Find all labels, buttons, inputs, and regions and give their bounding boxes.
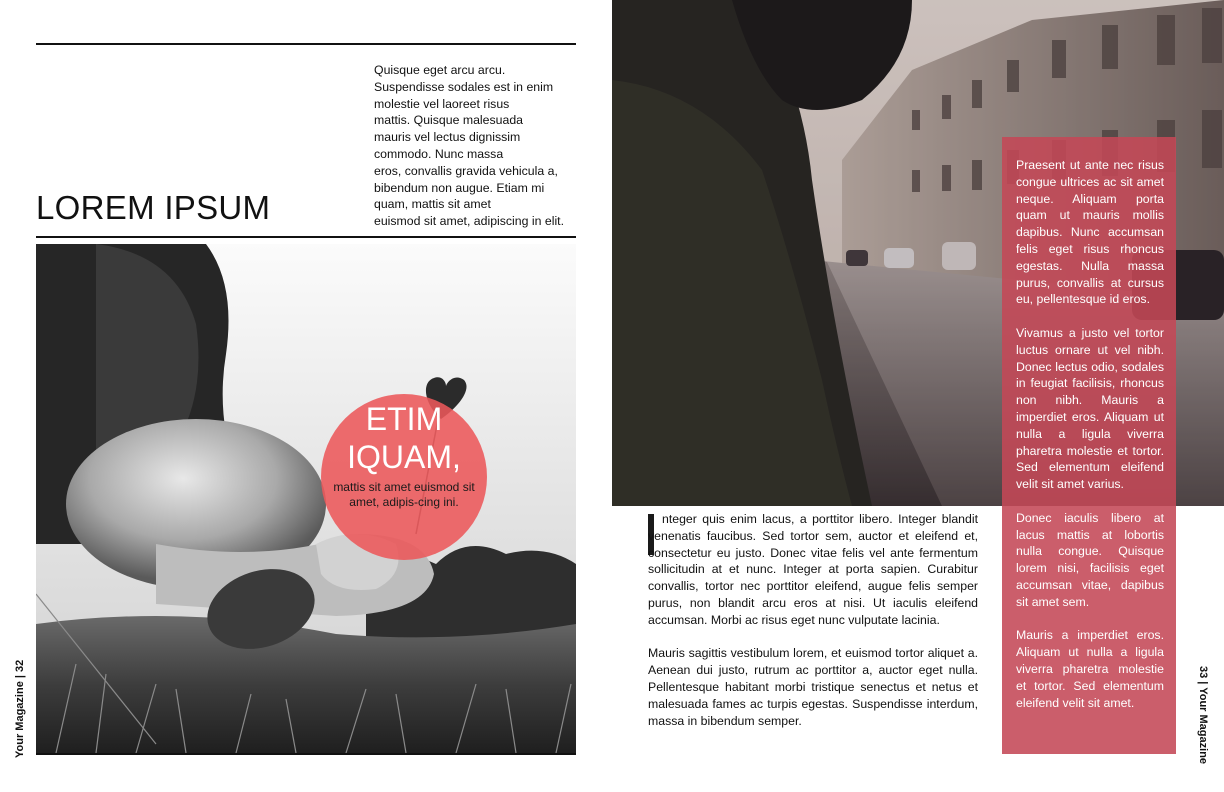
intro-line: commodo. Nunc massa	[374, 146, 504, 161]
body-text	[648, 511, 978, 729]
folio-right: 33 | Your Magazine	[1197, 666, 1209, 765]
intro-line: mattis. Quisque malesuada	[374, 113, 524, 128]
sidebar-text	[1016, 157, 1164, 728]
pullquote-heading-line2: IQUAM,	[347, 439, 461, 475]
headline: LOREM IPSUM	[36, 189, 271, 226]
sidebar-paragraph: Vivamus a justo vel tortor luctus ornare ut vel nibh. Donec lectus odio, sodales in feugiat facilisis, rhoncus non nibh. Mauris a imperdiet eros. Aliquam ut nulla a ligula viverra pharetra molestie et tortor. Sed elementum eleifend velit sit amet varius.	[1016, 325, 1164, 492]
body-paragraph: nteger quis enim lacus, a porttitor libero. Integer blandit venenatis faucibus. Sed tortor sem, auctor et eleifend et, consectetur eu justo. Donec vitae felis vel ante fermentum sollicitudin at et nunc. Integer at porta sapien. Curabitur convallis, tortor nec porttitor eleifend, augue felis semper purus, non blandit arcu eros at nisi. Ut iaculis eleifend accumsan. Morbi ac risus eget nunc vulputate lacinia.	[648, 512, 978, 627]
headline-rule	[36, 236, 576, 238]
intro-line: eros, convallis gravida vehicula a,	[374, 163, 558, 178]
intro-line: Quisque eget arcu arcu.	[374, 63, 506, 77]
folio-left: Your Magazine | 32	[14, 659, 26, 758]
intro-line: quam, mattis sit amet	[374, 197, 491, 212]
pullquote-heading-line1: ETIM	[365, 401, 443, 437]
pullquote-circle	[321, 394, 487, 560]
top-rule	[36, 43, 576, 45]
intro-line: molestie vel laoreet risus	[374, 96, 510, 111]
pullquote-heading	[321, 400, 487, 476]
intro-line: Suspendisse sodales est in enim	[374, 79, 554, 94]
bottom-rule	[36, 753, 576, 755]
intro-line: mauris vel lectus dignissim	[374, 130, 521, 145]
sidebar-panel	[1002, 137, 1176, 754]
sidebar-paragraph: Praesent ut ante nec risus congue ultrices ac sit amet neque. Aliquam porta quam ut mauris mollis dapibus. Nunc accumsan felis eget risus rhoncus egestas. Nulla massa purus, convallis at cursus eu, pellentesque id eros.	[1016, 158, 1164, 307]
intro-line: euismod sit amet, adipiscing in elit.	[374, 214, 565, 229]
photo-left-illustration	[36, 244, 576, 753]
sidebar-paragraph: Donec iaculis libero at lacus mattis at lobortis nulla congue. Quisque lorem nisi, facilisis eget accumsan vitae, dapibus sit amet sem.	[1016, 510, 1164, 609]
photo-girl-on-grass	[36, 244, 576, 753]
pullquote-text: mattis sit amet euismod sit amet, adipis-cing ini.	[333, 480, 475, 509]
body-paragraph: Mauris sagittis vestibulum lorem, et euismod tortor aliquet a. Aenean dui justo, rutrum ac porttitor a, auctor eget nulla. Pellentesque habitant morbi tristique senectus et netus et malesuada fames ac turpis egestas. Suspendisse interdum, massa in bibendum semper.	[648, 646, 978, 728]
sidebar-paragraph: Mauris a imperdiet eros. Aliquam ut nulla a ligula viverra pharetra molestie et tortor. Sed elementum eleifend velit sit amet.	[1016, 628, 1164, 710]
intro-line: bibendum non augue. Etiam mi	[374, 180, 545, 195]
intro-text	[374, 62, 576, 230]
